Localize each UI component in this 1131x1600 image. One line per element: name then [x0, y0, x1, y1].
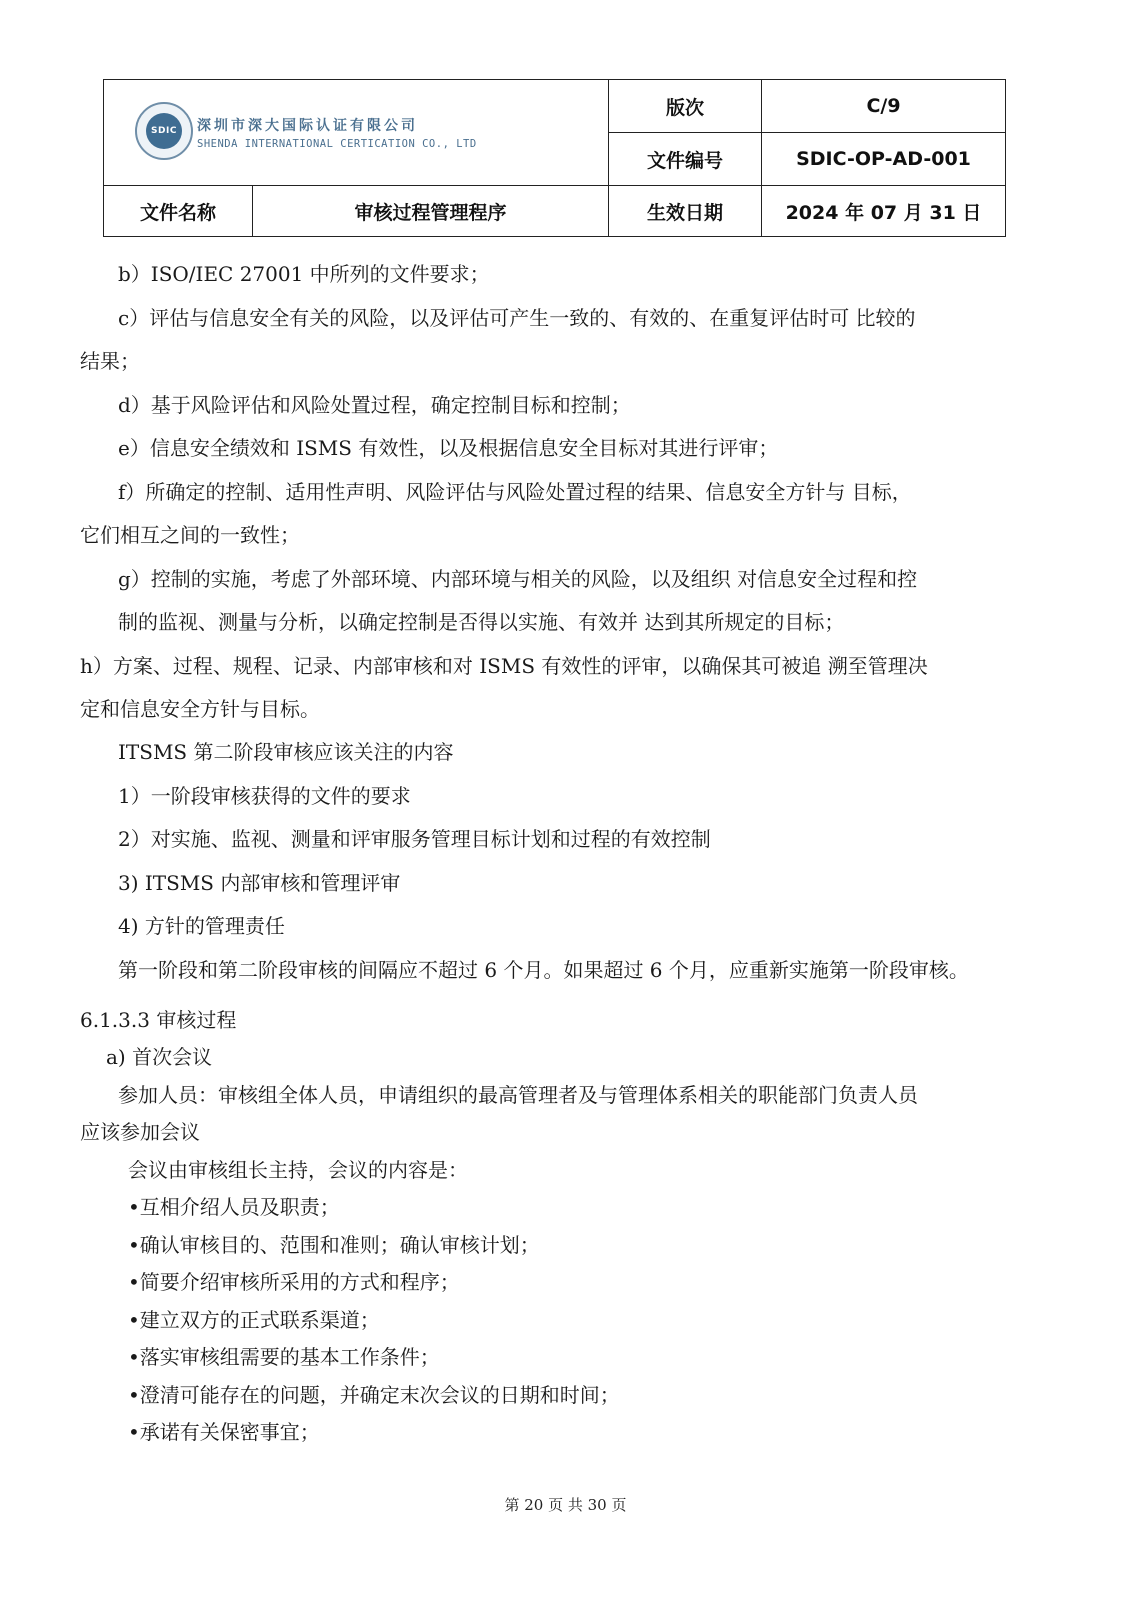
bullet-item: •建立双方的正式联系渠道； — [128, 1308, 380, 1332]
logo-mark: SDIC — [146, 113, 182, 149]
version-value: C/9 — [866, 95, 901, 117]
item-h: h）方案、过程、规程、记录、内部审核和对 ISMS 有效性的评审，以确保其可被追 溯至管理决 — [80, 654, 928, 678]
stage2-heading: ITSMS 第二阶段审核应该关注的内容 — [118, 740, 454, 764]
doc-number-label: 文件编号 — [646, 149, 723, 172]
item-g-cont: 制的监视、测量与分析，以确定控制是否得以实施、有效并 达到其所规定的目标； — [118, 610, 845, 634]
bullet-item: •互相介绍人员及职责； — [128, 1195, 340, 1219]
attendees-para: 参加人员：审核组全体人员，申请组织的最高管理者及与管理体系相关的职能部门负责人员 — [118, 1083, 918, 1107]
attendees-para-cont: 应该参加会议 — [80, 1120, 200, 1144]
item-b: b）ISO/IEC 27001 中所列的文件要求； — [118, 262, 490, 286]
header-table — [103, 79, 1006, 237]
item-d: d）基于风险评估和风险处置过程，确定控制目标和控制； — [118, 393, 631, 417]
bullet-item: •确认审核目的、范围和准则；确认审核计划； — [128, 1233, 540, 1257]
page-number: 第 20 页 共 30 页 — [504, 1496, 627, 1514]
section-heading: 6.1.3.3 审核过程 — [80, 1008, 237, 1032]
stage2-item-2: 2）对实施、监视、测量和评审服务管理目标计划和过程的有效控制 — [118, 827, 711, 851]
stage-interval-note: 第一阶段和第二阶段审核的间隔应不超过 6 个月。如果超过 6 个月，应重新实施第一阶段审核。 — [118, 958, 969, 982]
effective-date-label: 生效日期 — [646, 201, 723, 224]
version-label: 版次 — [665, 96, 704, 119]
company-seal-icon — [135, 102, 193, 160]
item-g: g）控制的实施，考虑了外部环境、内部环境与相关的风险，以及组织 对信息安全过程和控 — [118, 567, 918, 591]
doc-name-value: 审核过程管理程序 — [354, 201, 507, 224]
meeting-intro: 会议由审核组长主持，会议的内容是： — [128, 1158, 468, 1182]
effective-date-value: 2024 年 07 月 31 日 — [785, 201, 982, 224]
stage2-item-4: 4) 方针的管理责任 — [118, 914, 285, 938]
item-f: f）所确定的控制、适用性声明、风险评估与风险处置过程的结果、信息安全方针与 目标， — [118, 480, 912, 504]
stage2-item-1: 1）一阶段审核获得的文件的要求 — [118, 784, 411, 808]
item-c: c）评估与信息安全有关的风险，以及评估可产生一致的、有效的、在重复评估时可 比较的 — [118, 306, 916, 330]
item-e: e）信息安全绩效和 ISMS 有效性，以及根据信息安全目标对其进行评审； — [118, 436, 779, 460]
bullet-item: •澄清可能存在的问题，并确定末次会议的日期和时间； — [128, 1383, 620, 1407]
company-name-en: SHENDA INTERNATIONAL CERTICATION CO., LTD — [197, 138, 477, 150]
item-f-cont: 它们相互之间的一致性； — [80, 523, 300, 547]
doc-name-label: 文件名称 — [139, 201, 216, 224]
stage2-item-3: 3) ITSMS 内部审核和管理评审 — [118, 871, 401, 895]
bullet-item: •承诺有关保密事宜； — [128, 1420, 320, 1444]
doc-number-value: SDIC-OP-AD-001 — [796, 148, 971, 170]
company-name-cn: 深圳市深大国际认证有限公司 — [197, 118, 418, 134]
item-h-cont: 定和信息安全方针与目标。 — [80, 697, 320, 721]
company-logo — [104, 80, 609, 185]
item-c-cont: 结果； — [80, 349, 140, 373]
bullet-item: •落实审核组需要的基本工作条件； — [128, 1345, 440, 1369]
bullet-item: •简要介绍审核所采用的方式和程序； — [128, 1270, 460, 1294]
subsection-heading: a) 首次会议 — [106, 1045, 213, 1069]
